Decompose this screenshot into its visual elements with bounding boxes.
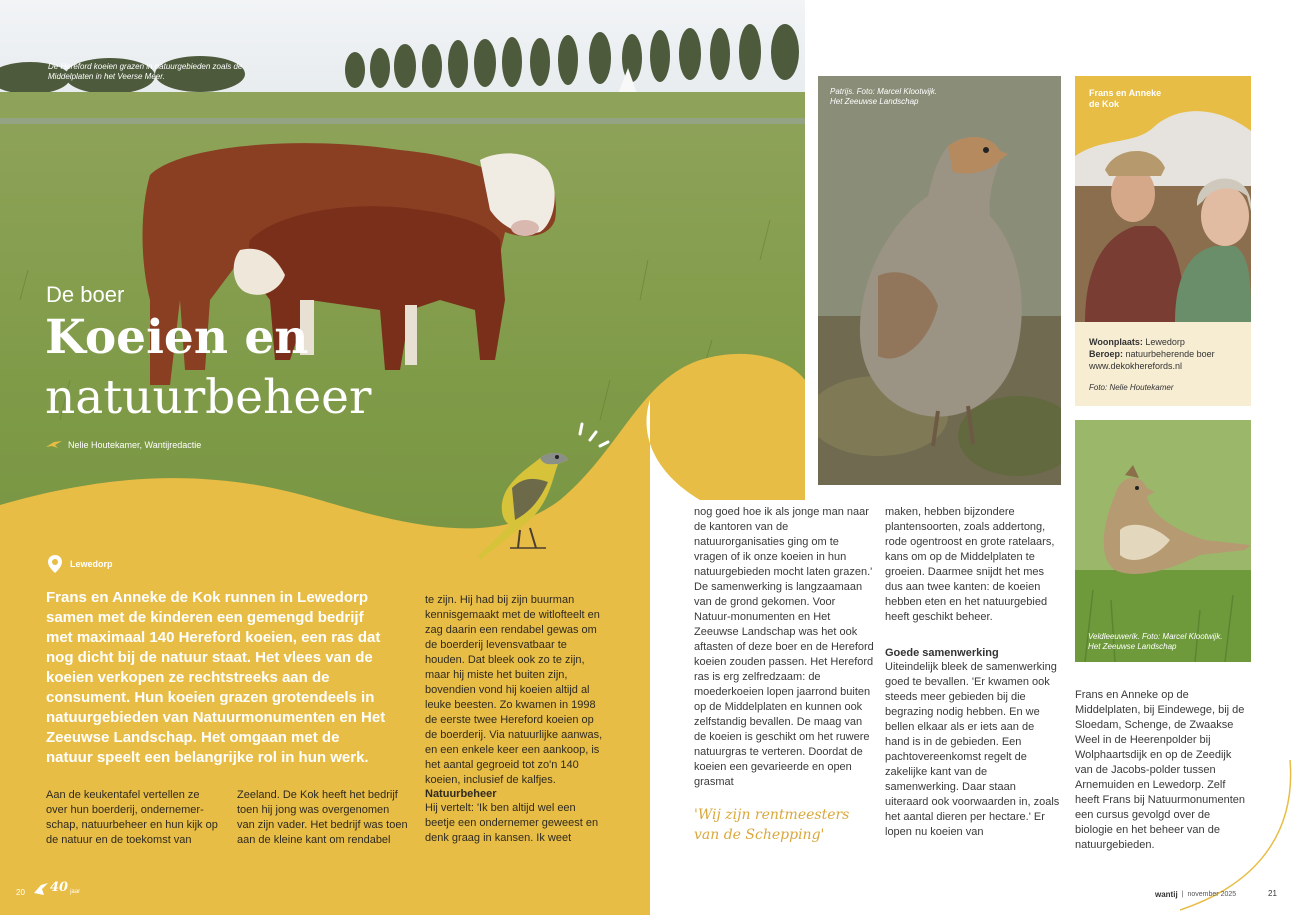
- pull-quote: 'Wij zijn rentmeesters van de Schepping': [694, 807, 850, 843]
- anniversary-sub: jaar: [70, 889, 81, 895]
- partridge-photo-illustration: [818, 76, 1061, 485]
- location-label: Lewedorp: [70, 559, 113, 569]
- section-kicker: De boer: [46, 282, 125, 307]
- partridge-caption-line2: Het Zeeuwse Landschap: [830, 97, 919, 106]
- profile-box: [1075, 76, 1251, 406]
- partridge-caption: [830, 87, 990, 107]
- location-pin-icon: [48, 555, 62, 573]
- body-column-1: Aan de keukentafel vertellen ze over hun boerderij, ondernemer-schap, natuurbeheer en hun kijk op de natuur en de toekomst van: [46, 789, 218, 846]
- woonplaats-value: Lewedorp: [1145, 337, 1185, 347]
- subheading-goede-samenwerking: Goede samenwerking: [885, 647, 999, 659]
- woonplaats-label: Woonplaats:: [1089, 337, 1143, 347]
- right-page-number: 21: [1268, 889, 1277, 898]
- byline: [46, 440, 201, 450]
- subheading-natuurbeheer: Natuurbeheer: [425, 788, 497, 800]
- bird-icon: [46, 441, 62, 449]
- body-column-3b: Hij vertelt: 'Ik ben altijd wel een beetje een ondernemer geweest en denk graag in kansen. Ik weet: [425, 802, 599, 844]
- article-title-line1: Koeien en: [45, 310, 309, 365]
- hero-caption: De Hereford koeien grazen in natuurgebieden zoals de Middelplaten in het Veerse Meer.: [48, 62, 243, 81]
- article-title-line2: natuurbeheer: [45, 370, 372, 425]
- beroep-value: natuurbeherende boer: [1125, 349, 1215, 359]
- body-column-5a: maken, hebben bijzondere plantensoorten, zoals addertong, rode ogentroost en grote ratelaars, kans om op de Middelplaten te groeien. Daarmee snijdt het mes dus aan twee kanten: de koeien hebben eten en het natuurgebied heeft geschikt beheer.: [885, 506, 1055, 623]
- profile-title: [1089, 88, 1161, 110]
- location-tag: [48, 555, 113, 573]
- partridge-caption-line1: Patrijs. Foto: Marcel Klootwijk.: [830, 87, 938, 96]
- body-column-6: Frans en Anneke op de Middelplaten, bij Eindewege, bij de Sloedam, Schenge, de Zwaakse Weel in de Heerenpolder bij Wolphaartsdijk en op de Zeedijk van de Jacobs-polder tussen Arnemuiden en Lewedorp. Zelf heeft Frans bij Natuurmonumenten een cursus gevolgd over de biologie en het beheer van de natuurgebieden.: [1075, 689, 1245, 851]
- lead-paragraph: Frans en Anneke de Kok runnen in Lewedorp samen met de kinderen een gemengd bedrijf met maximaal 140 Hereford koeien, een ras dat nog dicht bij de natuur staat. Het vlees van de koeien verkopen ze rechtstreeks aan de consument. Hun koeien grazen grotendeels in natuurgebieden van Natuurmonumenten en Het Zeeuwse Landschap. Het omgaan met de natuur speelt een belangrijke rol in hun werk.: [46, 589, 386, 766]
- anniversary-number: 40: [50, 880, 69, 895]
- footer-separator: |: [1181, 891, 1184, 898]
- profile-photo-credit: Foto: Nelie Houtekamer: [1089, 383, 1174, 392]
- body-column-4: nog goed hoe ik als jonge man naar de kantoren van de natuurorganisaties ging om te vragen of ik onze koeien in hun natuurgebieden mocht laten grazen.' De samenwerking is langzaamaan van de grond gekomen. Voor Natuur-monumenten en Het Zeeuwse Landschap was het ook aftasten of deze boer en de Hereford koeien zouden passen. Het Hereford ras is erg zelfredzaam: de moederkoeien lopen jaarrond buiten op de Middelplaten en kunnen ook zelfstandig bevallen. De maag van de koeien is geschikt om het ruwere natuurgras te verteren. Doordat de koeien een gevarieerde en open grasmat: [694, 506, 874, 788]
- magazine-name: wantij: [1155, 890, 1178, 899]
- byline-text: Nelie Houtekamer, Wantijredactie: [68, 440, 202, 450]
- profile-details: [1089, 336, 1249, 394]
- lark-caption: [1088, 632, 1248, 652]
- partridge-photo: [818, 76, 1061, 485]
- issue-date: november 2025: [1187, 891, 1237, 898]
- profile-title-line1: Frans en Anneke: [1089, 88, 1162, 98]
- profile-photo: [1075, 76, 1251, 322]
- left-page-number: 20: [16, 888, 25, 897]
- lark-photo: [1075, 420, 1251, 662]
- profile-beroep: [1089, 348, 1249, 360]
- profile-title-line2: de Kok: [1089, 99, 1120, 109]
- body-column-3a: te zijn. Hij had bij zijn buurman kennisgemaakt met de witlofteelt en zag daarin een rendabel gewas om de boerderij levensvatbaar te houden. Dat bleek ook zo te zijn, maar hij miste het buiten zijn, bovendien vond hij koeien altijd al leuke beesten. Zo kwamen in 1998 de eerste twee Hereford koeien op de boerderij. Via natuurlijke aanwas, en een enkele keer een aankoop, is het aantal gegroeid tot zo'n 140 koeien, inclusief de kalfjes.: [425, 594, 603, 786]
- lark-photo-illustration: [1075, 420, 1251, 662]
- lark-caption-line1: Veldleeuwerik. Foto: Marcel Klootwijk.: [1088, 632, 1223, 641]
- beroep-label: Beroep:: [1089, 349, 1124, 359]
- profile-website[interactable]: www.dekokherefords.nl: [1089, 361, 1183, 371]
- body-column-2: Zeeland. De Kok heeft het bedrijf toen hij jong was overgenomen van zijn vader. Het bedrijf was toen aan de kleine kant om rendabel: [237, 789, 408, 846]
- right-footer: [1155, 890, 1236, 899]
- wagtail-bird-illustration: [440, 420, 610, 570]
- anniversary-logo: [34, 880, 80, 895]
- lark-caption-line2: Het Zeeuwse Landschap: [1088, 642, 1177, 651]
- profile-woonplaats: [1089, 336, 1249, 348]
- body-column-5b: Uiteindelijk bleek de samenwerking goed te bevallen. 'Er kwamen ook steeds meer gebieden bij die begrazing nodig hebben. En we bellen elkaar als er iets aan de hand is in de gebieden. Een pachtovereenkomst regelt de zakelijke kant van de samenwerking. Daar staan uiteraard ook voorwaarden in, zoals het aantal dieren per hectare.' Er lopen nu koeien van: [885, 661, 1060, 838]
- anniversary-bird-icon: [34, 883, 48, 895]
